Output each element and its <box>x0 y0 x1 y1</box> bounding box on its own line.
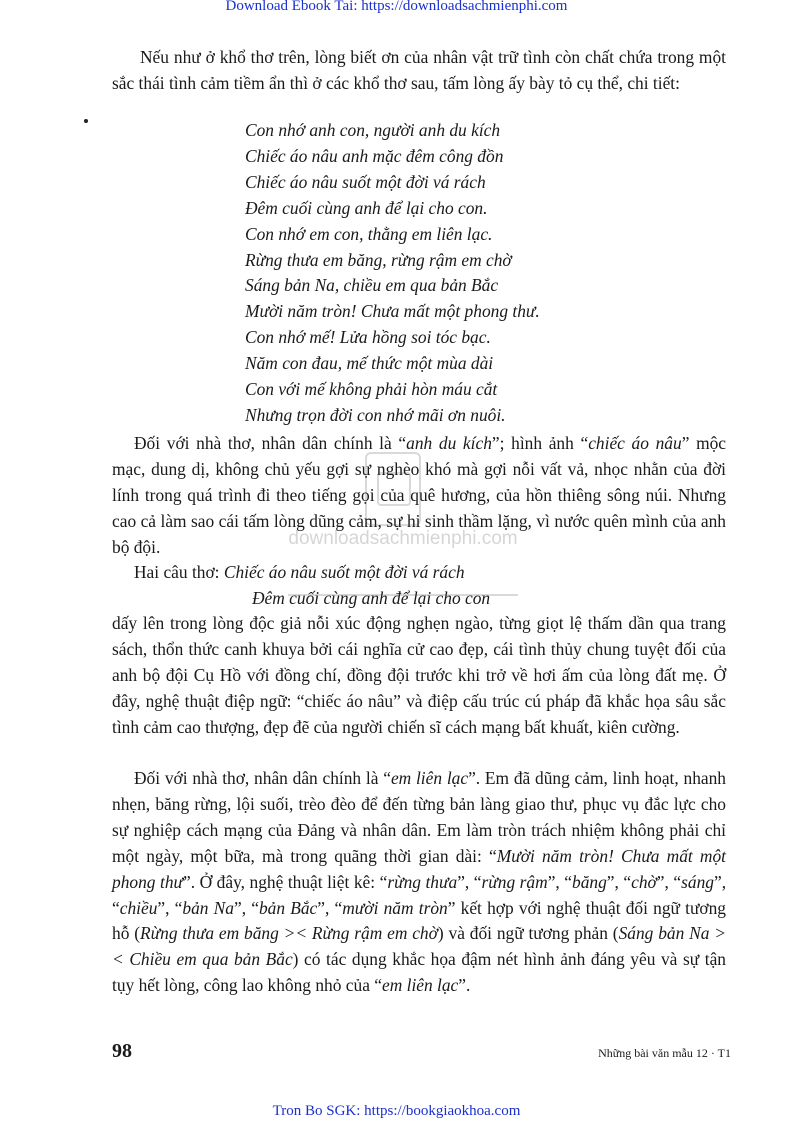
page-number: 98 <box>112 1040 132 1062</box>
poem-line: Sáng bản Na, chiều em qua bản Bắc <box>245 275 499 296</box>
footer-sgk-link[interactable]: Tron Bo SGK: https://bookgiaokhoa.com <box>272 1103 521 1119</box>
poem-line: Đêm cuối cùng anh để lại cho con. <box>245 197 488 218</box>
book-info: Những bài văn mẫu 12 · T1 <box>598 1046 731 1060</box>
poem-line: Con nhớ em con, thằng em liên lạc. <box>245 223 493 244</box>
quote-line: Đêm cuối cùng anh để lại cho con <box>252 587 491 608</box>
poem-line: Nhưng trọn đời con nhớ mãi ơn nuôi. <box>245 404 506 425</box>
intro-paragraph: Nếu như ở khổ thơ trên, lòng biết ơn của nhân vật trữ tình còn chất chứa trong một sắc thái tình cảm tiềm ẩn thì ở các khổ thơ sau, tấm lòng ấy bày tỏ cụ thể, chi tiết: <box>112 47 726 93</box>
analysis-paragraph-messenger: Đối với nhà thơ, nhân dân chính là “em liên lạc”. Em đã dũng cảm, linh hoạt, nhanh nhẹn, băng rừng, lội suối, trèo đèo để đến từng bản làng giao thư, phục vụ đắc lực cho sự nghiệp cách mạng của Đảng và nhân dân. Em làm tròn trách nhiệm không phải chỉ một ngày, một bữa, mà trong quãng thời gian dài: “Mười năm tròn! Chưa mất một phong thư”. Ở đây, nghệ thuật liệt kê: “rừng thưa”, “rừng rậm”, “băng”, “chờ”, “sáng”, “chiều”, “bản Na”, “bản Bắc”, “mười năm tròn” kết hợp với nghệ thuật đối ngữ tương hỗ (Rừng thưa em băng >< Rừng rậm em chờ) và đối ngữ tương phản (Sáng bản Na >< Chiều em qua bản Bắc) có tác dụng khắc họa đậm nét hình ảnh đáng yêu và sự tận tụy hết lòng, công lao không nhỏ của “em liên lạc”. <box>112 768 727 996</box>
analysis-paragraph-brown-shirt: dấy lên trong lòng độc giả nỗi xúc động nghẹn ngào, từng giọt lệ thấm dần qua trang sách, thổn thức canh khuya bởi cái nghĩa cử cao đẹp, cái tình thủy chung tuyệt đối của anh bộ đội Cụ Hồ với đồng chí, đồng đội trước khi trở về hơi ấm của lòng đất mẹ. Ở đây, nghệ thuật điệp ngữ: “chiếc áo nâu” và điệp cấu trúc cú pháp đã khắc họa sâu sắc tình cảm cao thượng, đẹp đẽ của người chiến sĩ cách mạng bất khuất, kiên cường. <box>112 613 726 737</box>
quoted-verses <box>134 560 490 612</box>
poem-line: Con với mế không phải hòn máu cắt <box>245 379 498 400</box>
margin-dot <box>84 119 88 123</box>
poem-line: Mười năm tròn! Chưa mất một phong thư. <box>245 301 540 322</box>
quote-line: Chiếc áo nâu suốt một đời vá rách <box>223 562 465 582</box>
poem-line: Chiếc áo nâu suốt một đời vá rách <box>245 171 486 192</box>
poem-line: Con nhớ anh con, người anh du kích <box>245 120 501 140</box>
poem-block <box>245 118 540 429</box>
poem-line: Rừng thưa em băng, rừng rậm em chờ <box>245 249 512 270</box>
poem-line: Chiếc áo nâu anh mặc đêm công đồn <box>245 145 504 166</box>
poem-line: Năm con đau, mế thức một mùa dài <box>245 353 494 374</box>
watermark-text: downloadsachmienphi.com <box>288 528 518 549</box>
poem-line: Con nhớ mế! Lửa hồng soi tóc bạc. <box>245 327 491 348</box>
header-download-link[interactable]: Download Ebook Tai: https://downloadsachmienphi.com <box>225 0 568 14</box>
analysis-paragraph-guerrilla: Đối với nhà thơ, nhân dân chính là “anh du kích”; hình ảnh “chiếc áo nâu” mộc mạc, dung dị, không chủ yếu gợi sự nghèo khó mà gợi nỗi vất vả, nhọc nhằn của đời lính trong quá trình đi theo tiếng gọi của quê hương, của hồn thiêng sông núi. Nhưng cao cả làm sao cái tấm lòng dũng cảm, sự hi sinh thầm lặng, vì nước quên mình của anh bộ đội. <box>112 433 727 557</box>
quote-lead: Hai câu thơ: <box>134 562 220 582</box>
